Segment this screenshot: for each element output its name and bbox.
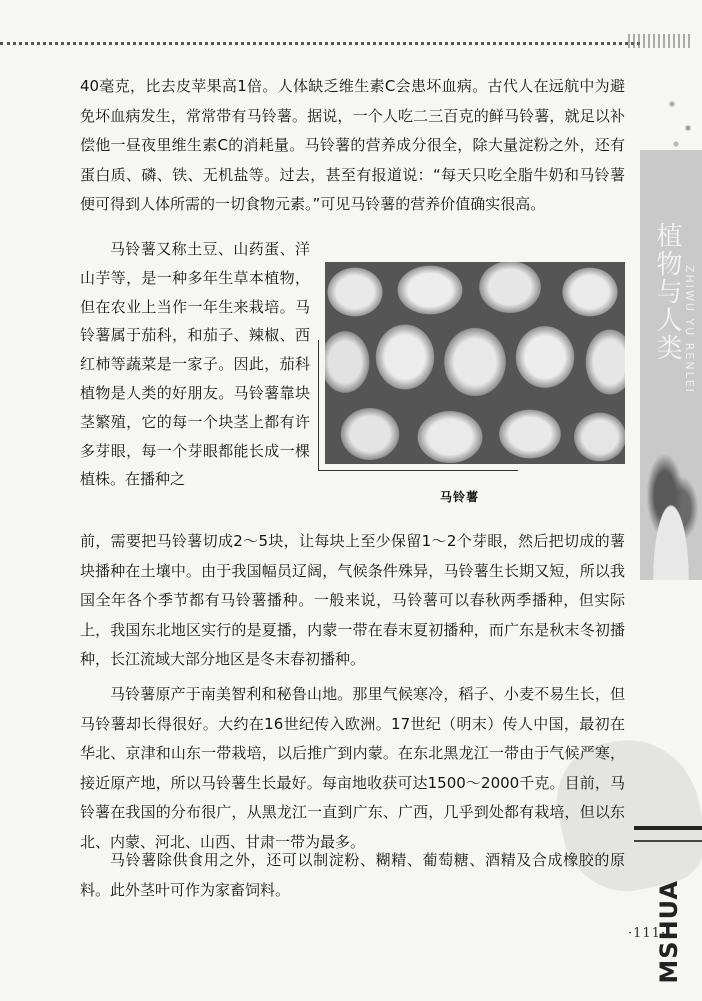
paragraph-nutrition: 40毫克，比去皮苹果高1倍。人体缺乏维生素C会患坏血病。古代人在远航中为避免坏血病发生，常常带有马铃薯。据说，一个人吃二三百克的鲜马铃薯，就足以补偿他一昼夜里维生素C的消耗量。马铃薯的营养成分很全，除大量淀粉之外，还有蛋白质、磷、铁、无机盐等。过去，甚至有报道说：“每天只吃全脂牛奶和马铃薯便可得到人体所需的一切食物元素。”可见马铃薯的营养价值确实很高。 [80,77,625,213]
header-ornament [628,34,690,48]
side-divider-thin [634,840,702,842]
section-title: 植物与人类 [652,222,682,362]
page-number: ·111· [628,926,667,941]
photo-frame-bottom [318,470,518,471]
plant-sprig-decoration [660,80,700,160]
palm-tree-illustration [640,450,702,580]
figure-caption: 马铃薯 [440,490,480,504]
photo-frame-line [318,340,326,471]
potato-photo [325,262,625,464]
paragraph-uses: 马铃薯除供食用之外，还可以制淀粉、糊精、葡萄糖、酒精及合成橡胶的原料。此外茎叶可作为家畜饲料。 [80,851,625,899]
paragraph-planting: 前，需要把马铃薯切成2～5块，让每块上至少保留1～2个芽眼，然后把切成的薯块播种在土壤中。由于我国幅员辽阔，气候条件殊异，马铃薯生长期又短，所以我国全年各个季节都有马铃薯播种。一般来说，马铃薯可以春秋两季播种，但实际上，我国东北地区实行的是夏播，内蒙一带在春末夏初播种，而广东是秋末冬初播种，长江流域大部分地区是冬末春初播种。 [80,532,625,668]
header-dotted-rule [0,42,640,45]
watermark-text: MSHUA [655,880,683,984]
section-pinyin: ZHIWU YU RENLEI [683,265,696,394]
side-divider [634,826,702,830]
paragraph-description: 马铃薯又称土豆、山药蛋、洋山芋等，是一种多年生草本植物，但在农业上当作一年生来栽培。马铃薯属于茄科，和茄子、辣椒、西红柿等蔬菜是一家子。因此，茄科植物是人类的好朋友。马铃薯靠块茎繁殖，它的每一个块茎上都有许多芽眼，每一个芽眼都能长成一棵植株。在播种之 [80,240,310,489]
paragraph-origin: 马铃薯原产于南美智利和秘鲁山地。那里气候寒冷，稻子、小麦不易生长，但马铃薯却长得很好。大约在16世纪传入欧洲。17世纪（明末）传人中国，最初在华北、京津和山东一带栽培，以后推广到内蒙。在东北黑龙江一带由于气候严寒，接近原产地，所以马铃薯生长最好。每亩地收获可达1500～2000千克。目前，马铃薯在我国的分布很广，从黑龙江一直到广东、广西，几乎到处都有栽培，但以东北、内蒙、河北、山西、甘肃一带为最多。 [80,685,625,851]
